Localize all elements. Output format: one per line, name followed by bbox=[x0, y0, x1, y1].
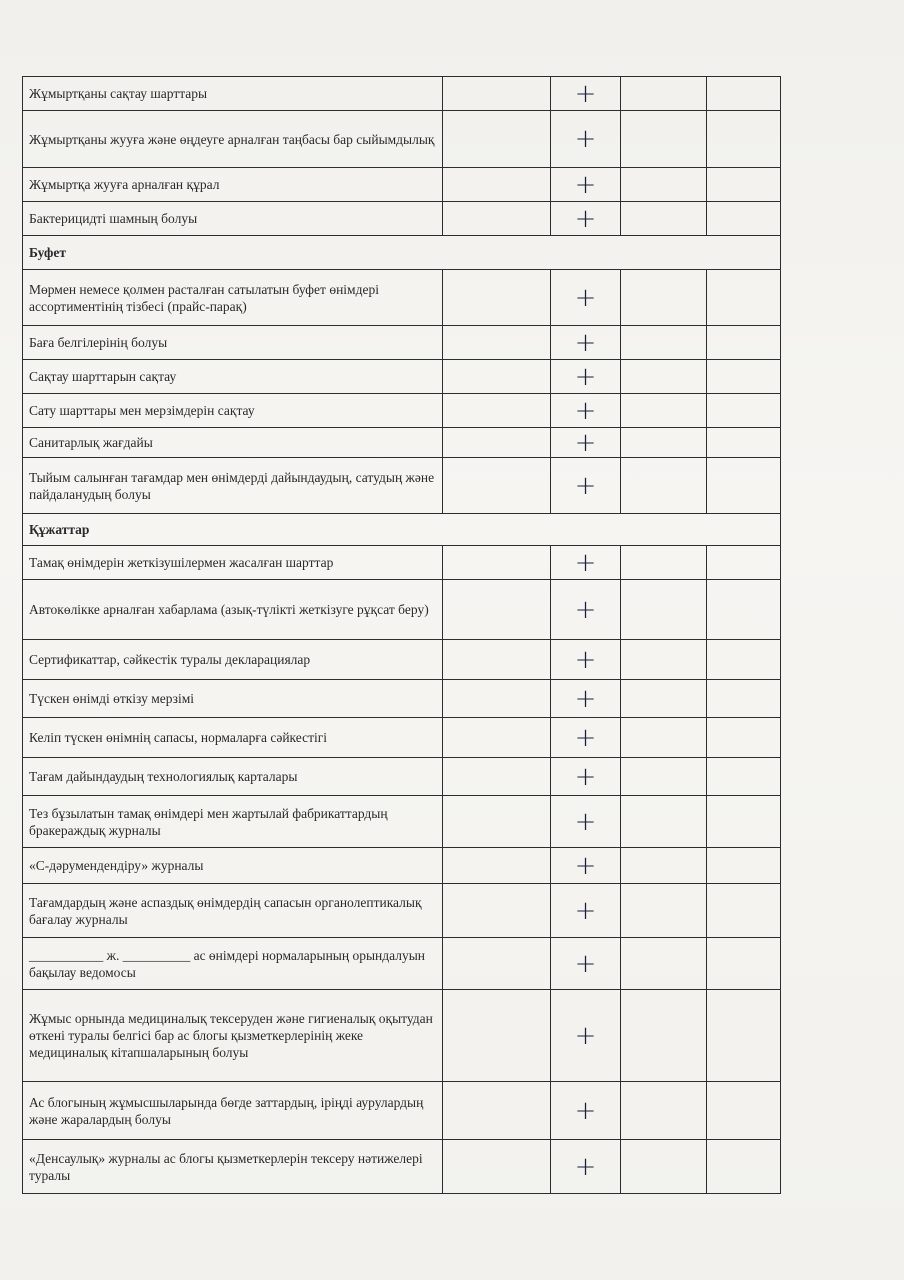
handwritten-plus-mark: + bbox=[551, 990, 621, 1082]
handwritten-plus-mark: + bbox=[551, 580, 621, 640]
empty-cell bbox=[621, 848, 707, 884]
checklist-row bbox=[23, 718, 781, 758]
checklist-row bbox=[23, 990, 781, 1082]
handwritten-plus-mark: + bbox=[551, 938, 621, 990]
empty-cell bbox=[443, 111, 551, 168]
criterion-text: Ас блогының жұмысшыларында бөгде заттардың, іріңді аурулардың және жаралардың болуы bbox=[23, 1082, 443, 1140]
criterion-text: «Денсаулық» журналы ас блогы қызметкерлерін тексеру нәтижелері туралы bbox=[23, 1140, 443, 1194]
section-title: Буфет bbox=[23, 236, 781, 270]
empty-cell bbox=[707, 428, 781, 458]
handwritten-plus-mark: + bbox=[551, 360, 621, 394]
empty-cell bbox=[707, 938, 781, 990]
checklist-row bbox=[23, 546, 781, 580]
empty-cell bbox=[443, 718, 551, 758]
empty-cell bbox=[443, 680, 551, 718]
checklist-table bbox=[22, 76, 781, 1194]
empty-cell bbox=[443, 360, 551, 394]
empty-cell bbox=[621, 111, 707, 168]
checklist-row bbox=[23, 640, 781, 680]
criterion-text: Мөрмен немесе қолмен расталған сатылатын буфет өнімдері ассортиментінің тізбесі (прайс-парақ) bbox=[23, 270, 443, 326]
empty-cell bbox=[621, 990, 707, 1082]
checklist-row bbox=[23, 1082, 781, 1140]
empty-cell bbox=[443, 1140, 551, 1194]
empty-cell bbox=[443, 458, 551, 514]
section-title: Құжаттар bbox=[23, 514, 781, 546]
empty-cell bbox=[621, 758, 707, 796]
handwritten-plus-mark: + bbox=[551, 458, 621, 514]
handwritten-plus-mark: + bbox=[551, 326, 621, 360]
empty-cell bbox=[443, 168, 551, 202]
empty-cell bbox=[621, 326, 707, 360]
checklist-row bbox=[23, 1140, 781, 1194]
empty-cell bbox=[707, 77, 781, 111]
criterion-text: «С-дәрумендендіру» журналы bbox=[23, 848, 443, 884]
empty-cell bbox=[443, 326, 551, 360]
checklist-row bbox=[23, 796, 781, 848]
handwritten-plus-mark: + bbox=[551, 1082, 621, 1140]
empty-cell bbox=[707, 270, 781, 326]
checklist-row bbox=[23, 884, 781, 938]
criterion-text: Жұмыртқаны жууға және өңдеуге арналған таңбасы бар сыйымдылық bbox=[23, 111, 443, 168]
empty-cell bbox=[707, 796, 781, 848]
handwritten-plus-mark: + bbox=[551, 394, 621, 428]
handwritten-plus-mark: + bbox=[551, 848, 621, 884]
checklist-row bbox=[23, 680, 781, 718]
handwritten-plus-mark: + bbox=[551, 111, 621, 168]
empty-cell bbox=[621, 546, 707, 580]
empty-cell bbox=[443, 848, 551, 884]
empty-cell bbox=[621, 394, 707, 428]
handwritten-plus-mark: + bbox=[551, 718, 621, 758]
empty-cell bbox=[621, 580, 707, 640]
empty-cell bbox=[443, 758, 551, 796]
criterion-text: Тез бұзылатын тамақ өнімдері мен жартылай фабрикаттардың бракераждық журналы bbox=[23, 796, 443, 848]
checklist-row bbox=[23, 394, 781, 428]
checklist-row bbox=[23, 848, 781, 884]
empty-cell bbox=[621, 884, 707, 938]
empty-cell bbox=[707, 1140, 781, 1194]
handwritten-plus-mark: + bbox=[551, 168, 621, 202]
criterion-text: Сату шарттары мен мерзімдерін сақтау bbox=[23, 394, 443, 428]
empty-cell bbox=[443, 394, 551, 428]
empty-cell bbox=[621, 640, 707, 680]
criterion-text: Тыйым салынған тағамдар мен өнімдерді дайындаудың, сатудың және пайдаланудың болуы bbox=[23, 458, 443, 514]
handwritten-plus-mark: + bbox=[551, 796, 621, 848]
empty-cell bbox=[443, 640, 551, 680]
checklist-row bbox=[23, 938, 781, 990]
criterion-text: Түскен өнімді өткізу мерзімі bbox=[23, 680, 443, 718]
empty-cell bbox=[621, 680, 707, 718]
empty-cell bbox=[443, 884, 551, 938]
checklist-body bbox=[23, 77, 781, 1194]
checklist-row bbox=[23, 168, 781, 202]
handwritten-plus-mark: + bbox=[551, 758, 621, 796]
criterion-text: Жұмыртқа жууға арналған құрал bbox=[23, 168, 443, 202]
empty-cell bbox=[621, 938, 707, 990]
criterion-text: Сақтау шарттарын сақтау bbox=[23, 360, 443, 394]
checklist-row bbox=[23, 202, 781, 236]
handwritten-plus-mark: + bbox=[551, 270, 621, 326]
handwritten-plus-mark: + bbox=[551, 202, 621, 236]
empty-cell bbox=[707, 848, 781, 884]
empty-cell bbox=[443, 202, 551, 236]
criterion-text: Автокөлікке арналған хабарлама (азық-түлікті жеткізуге рұқсат беру) bbox=[23, 580, 443, 640]
empty-cell bbox=[707, 758, 781, 796]
section-header-row bbox=[23, 514, 781, 546]
handwritten-plus-mark: + bbox=[551, 428, 621, 458]
empty-cell bbox=[707, 202, 781, 236]
empty-cell bbox=[707, 458, 781, 514]
checklist-row bbox=[23, 77, 781, 111]
empty-cell bbox=[707, 680, 781, 718]
empty-cell bbox=[707, 546, 781, 580]
empty-cell bbox=[621, 168, 707, 202]
criterion-text: Келіп түскен өнімнің сапасы, нормаларға сәйкестігі bbox=[23, 718, 443, 758]
empty-cell bbox=[707, 360, 781, 394]
empty-cell bbox=[707, 168, 781, 202]
empty-cell bbox=[621, 360, 707, 394]
empty-cell bbox=[443, 938, 551, 990]
criterion-text: Тағамдардың және аспаздық өнімдердің сапасын органолептикалық бағалау журналы bbox=[23, 884, 443, 938]
empty-cell bbox=[443, 77, 551, 111]
criterion-text: Тамақ өнімдерін жеткізушілермен жасалған шарттар bbox=[23, 546, 443, 580]
empty-cell bbox=[707, 394, 781, 428]
checklist-row bbox=[23, 111, 781, 168]
criterion-text: Жұмыртқаны сақтау шарттары bbox=[23, 77, 443, 111]
checklist-row bbox=[23, 428, 781, 458]
empty-cell bbox=[443, 1082, 551, 1140]
criterion-text: Тағам дайындаудың технологиялық карталары bbox=[23, 758, 443, 796]
handwritten-plus-mark: + bbox=[551, 1140, 621, 1194]
empty-cell bbox=[707, 718, 781, 758]
empty-cell bbox=[621, 1140, 707, 1194]
checklist-row bbox=[23, 270, 781, 326]
checklist-row bbox=[23, 458, 781, 514]
handwritten-plus-mark: + bbox=[551, 546, 621, 580]
checklist-row bbox=[23, 326, 781, 360]
empty-cell bbox=[621, 428, 707, 458]
handwritten-plus-mark: + bbox=[551, 640, 621, 680]
section-header-row bbox=[23, 236, 781, 270]
empty-cell bbox=[621, 1082, 707, 1140]
empty-cell bbox=[621, 202, 707, 236]
criterion-text: Баға белгілерінің болуы bbox=[23, 326, 443, 360]
empty-cell bbox=[621, 718, 707, 758]
empty-cell bbox=[621, 458, 707, 514]
criterion-text: Сертификаттар, сәйкестік туралы декларациялар bbox=[23, 640, 443, 680]
empty-cell bbox=[621, 270, 707, 326]
checklist-row bbox=[23, 360, 781, 394]
handwritten-plus-mark: + bbox=[551, 884, 621, 938]
handwritten-plus-mark: + bbox=[551, 680, 621, 718]
empty-cell bbox=[443, 990, 551, 1082]
checklist-row bbox=[23, 758, 781, 796]
criterion-text: Жұмыс орнында медициналық тексеруден және гигиеналық оқытудан өткені туралы белгісі бар ас блогы қызметкерлерінің жеке медициналық кітапшаларының болуы bbox=[23, 990, 443, 1082]
handwritten-plus-mark: + bbox=[551, 77, 621, 111]
criterion-text: Санитарлық жағдайы bbox=[23, 428, 443, 458]
criterion-text: Бактерицидті шамның болуы bbox=[23, 202, 443, 236]
checklist-row bbox=[23, 580, 781, 640]
empty-cell bbox=[707, 884, 781, 938]
empty-cell bbox=[707, 990, 781, 1082]
criterion-text: ___________ ж. __________ ас өнімдері нормаларының орындалуын бақылау ведомосы bbox=[23, 938, 443, 990]
empty-cell bbox=[707, 580, 781, 640]
empty-cell bbox=[443, 428, 551, 458]
empty-cell bbox=[707, 326, 781, 360]
empty-cell bbox=[443, 796, 551, 848]
empty-cell bbox=[707, 640, 781, 680]
empty-cell bbox=[443, 270, 551, 326]
empty-cell bbox=[707, 111, 781, 168]
empty-cell bbox=[621, 796, 707, 848]
empty-cell bbox=[707, 1082, 781, 1140]
empty-cell bbox=[443, 580, 551, 640]
empty-cell bbox=[621, 77, 707, 111]
empty-cell bbox=[443, 546, 551, 580]
